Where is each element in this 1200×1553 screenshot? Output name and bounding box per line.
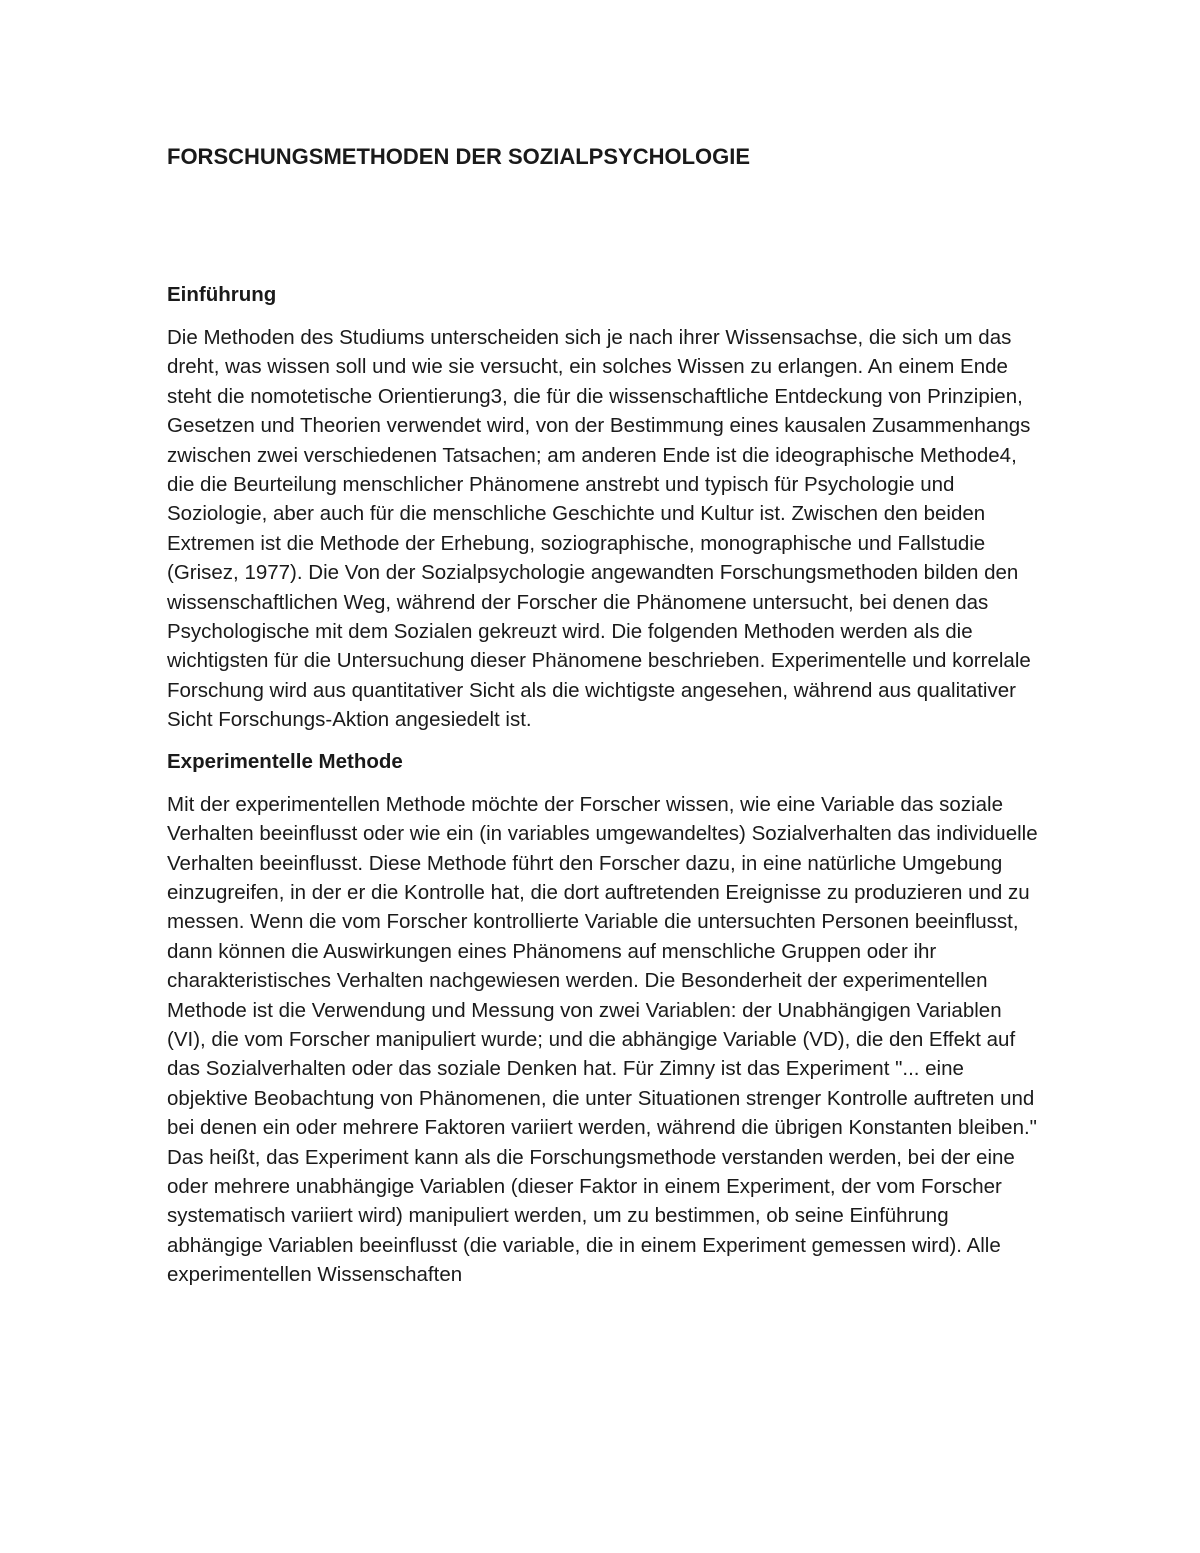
section-heading-einfuehrung: Einführung <box>167 283 277 306</box>
document-content <box>167 141 1042 1290</box>
section-heading-experimentelle-methode: Experimentelle Methode <box>167 749 403 773</box>
section-paragraph-einfuehrung: Die Methoden des Studiums unterscheiden sich je nach ihrer Wissensachse, die sich um das dreht, was wissen soll und wie sie versucht, ein solches Wissen zu erlangen. An einem Ende steht die nomotetische Orientierung3, die für die wissenschaftliche Entdeckung von Prinzipien, Gesetzen und Theorien verwendet wird, von der Bestimmung eines kausalen Zusammenhangs zwischen zwei verschiedenen Tatsachen; am anderen Ende ist die ideographische Methode4, die die Beurteilung menschlicher Phänomene anstrebt und typisch für Psychologie und Soziologie, aber auch für die menschliche Geschichte und Kultur ist. Zwischen den beiden Extremen ist die Methode der Erhebung, soziographische, monographische und Fallstudie (Grisez, 1977). Die Von der Sozialpsychologie angewandten Forschungsmethoden bilden den wissenschaftlichen Weg, während der Forscher die Phänomene untersucht, bei denen das Psychologische mit dem Sozialen gekreuzt wird. Die folgenden Methoden werden als die wichtigsten für die Untersuchung dieser Phänomene beschrieben. Experimentelle und korrelale Forschung wird aus quantitativer Sicht als die wichtigste angesehen, während aus qualitativer Sicht Forschungs-Aktion angesiedelt ist. <box>167 326 1031 732</box>
document-title: FORSCHUNGSMETHODEN DER SOZIALPSYCHOLOGIE <box>167 144 751 169</box>
section-paragraph-experimentelle-methode: Mit der experimentellen Methode möchte der Forscher wissen, wie eine Variable das soziale Verhalten beeinflusst oder wie ein (in variables umgewandeltes) Sozialverhalten das individuelle Verhalten beeinflusst. Diese Methode führt den Forscher dazu, in eine natürliche Umgebung einzugreifen, in der er die Kontrolle hat, die dort auftretenden Ereignisse zu produzieren und zu messen. Wenn die vom Forscher kontrollierte Variable die untersuchten Personen beeinflusst, dann können die Auswirkungen eines Phänomens auf menschliche Gruppen oder ihr charakteristisches Verhalten nachgewiesen werden. Die Besonderheit der experimentellen Methode ist die Verwendung und Messung von zwei Variablen: der Unabhängigen Variablen (VI), die vom Forscher manipuliert wurde; und die abhängige Variable (VD), die den Effekt auf das Sozialverhalten oder das soziale Denken hat. Für Zimny ist das Experiment "... eine objektive Beobachtung von Phänomenen, die unter Situationen strenger Kontrolle auftreten und bei denen ein oder mehrere Faktoren variiert werden, während die übrigen Konstanten bleiben." Das heißt, das Experiment kann als die Forschungsmethode verstanden werden, bei der eine oder mehrere unabhängige Variablen (dieser Faktor in einem Experiment, der vom Forscher systematisch variiert wird) manipuliert werden, um zu bestimmen, ob seine Einführung abhängige Variablen beeinflusst (die variable, die in einem Experiment gemessen wird). Alle experimentellen Wissenschaften <box>167 792 1038 1287</box>
